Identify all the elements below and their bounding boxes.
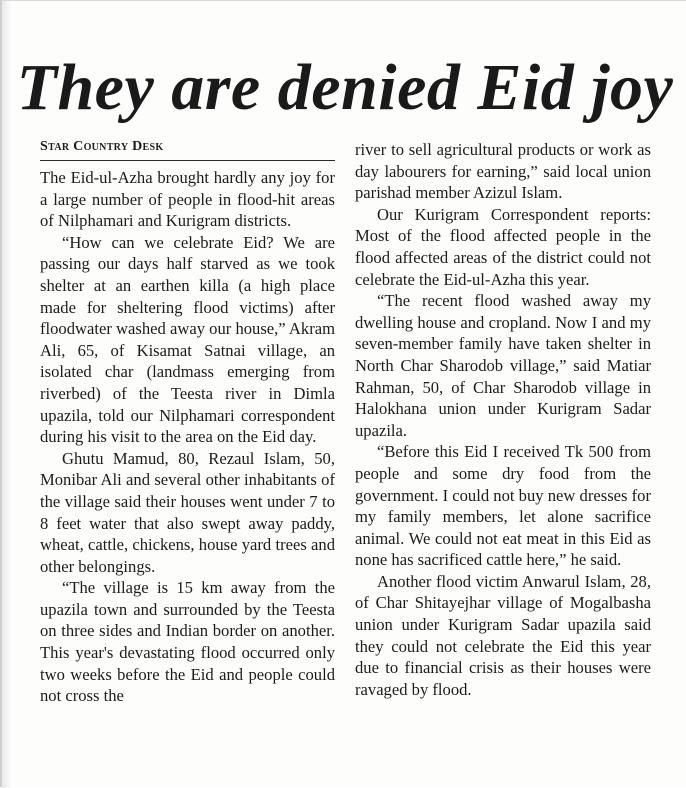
right-column (355, 139, 651, 700)
paragraph-continued: river to sell agricultural products or work as day labourers for earning,” said local union parishad member Azizul Islam. (355, 140, 651, 203)
paragraph: The Eid-ul-Azha brought hardly any joy for a large number of people in flood-hit areas of Nilphamari and Kurigram districts. (40, 168, 335, 231)
paragraph: “The recent flood washed away my dwelling house and cropland. Now I and my seven-member family have taken shelter in North Char Sharodob village,” said Matiar Rahman, 50, of Char Sharodob village in Halokhana union under Kurigram Sadar upazila. (355, 291, 651, 440)
paragraph: Another flood victim Anwarul Islam, 28, of Char Shitayejhar village of Mogalbasha union under Kurigram Sadar upazila said they could not celebrate the Eid this year due to financial crisis as their houses were ravaged by flood. (355, 571, 651, 699)
paragraph: “How can we celebrate Eid? We are passing our days half starved as we took shelter at an earthen killa (a high place made for sheltering flood victims) after floodwater washed away our house,” Akram Ali, 65, of Kisamat Satnai village, an isolated char (landmass emerging from riverbed) of the Teesta river in Dimla upazila, told our Nilphamari correspondent during his visit to the area on the Eid day. (40, 232, 335, 447)
paragraph: Ghutu Mamud, 80, Rezaul Islam, 50, Monibar Ali and several other inhabitants of the village said their houses went under 7 to 8 feet water that also swept away paddy, wheat, cattle, chickens, house yard trees and other belongings. (40, 448, 335, 576)
left-column (40, 139, 335, 707)
paragraph: Our Kurigram Correspondent reports: Most of the flood affected people in the flood affected areas of the district could not celebrate the Eid-ul-Azha this year. (355, 204, 651, 289)
headline: They are denied Eid joy (16, 51, 674, 124)
paragraph: “The village is 15 km away from the upazila town and surrounded by the Teesta on three sides and Indian border on another. This year's devastating flood occurred only two weeks before the Eid and people could not cross the (40, 578, 335, 706)
byline: Star Country Desk (40, 139, 335, 161)
paragraph: “Before this Eid I received Tk 500 from people and some dry food from the government. I could not buy new dresses for my family members, let alone sacrifice animal. We could not eat meat in this Eid as none has sacrificed cattle here,” he said. (355, 442, 651, 570)
